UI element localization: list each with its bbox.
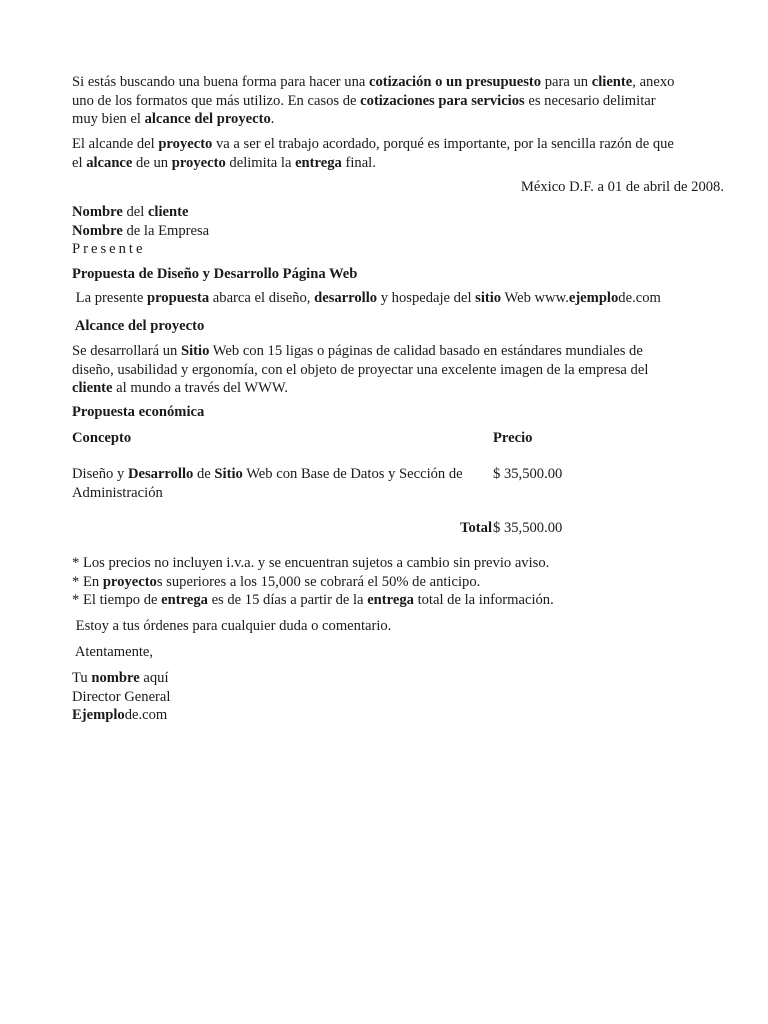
bold-text: Nombre <box>72 222 123 239</box>
bold-text: ejemplo <box>568 290 619 306</box>
bold-text: entrega <box>295 154 342 171</box>
text-line <box>72 573 554 592</box>
table-row-concept <box>72 465 463 502</box>
text-line <box>72 135 674 154</box>
bold-text: nombre <box>91 670 140 686</box>
text-run: * En <box>72 573 103 590</box>
scope-intro-paragraph <box>72 135 674 172</box>
text-run: y hospedaje del <box>377 290 476 306</box>
text-run: Si estás buscando una buena forma para hacer una <box>72 74 370 90</box>
bold-text: Ejemplo <box>72 707 125 723</box>
text-run: de.com <box>124 707 168 723</box>
text-run: delimita la <box>225 154 296 171</box>
text-run: s superiores a los 15,000 se cobrará el 50% de anticipo. <box>156 573 481 590</box>
text-line <box>72 379 648 398</box>
text-run: Director General <box>72 688 171 705</box>
bold-text: propuesta <box>146 290 210 306</box>
text-run: Diseño y <box>72 466 128 482</box>
text-run: de la Empresa <box>122 222 210 239</box>
text-line <box>72 669 170 688</box>
text-run: aquí <box>139 670 169 686</box>
intro-paragraph <box>72 73 674 129</box>
text-line <box>72 342 648 361</box>
text-line <box>72 484 463 503</box>
text-line <box>72 706 170 725</box>
text-line <box>72 154 674 173</box>
text-line <box>72 92 674 111</box>
text-run: uno de los formatos que más utilizo. En casos de <box>72 92 361 109</box>
text-run: total de la información. <box>413 592 554 608</box>
bold-text: Sitio <box>214 466 243 482</box>
text-run: Tu <box>72 670 92 686</box>
scope-title: Alcance del proyecto <box>72 318 205 334</box>
text-line <box>72 688 170 707</box>
text-run: , anexo <box>632 74 675 90</box>
bold-text: Desarrollo <box>127 466 194 482</box>
text-run: * Los precios no incluyen i.v.a. y se encuentran sujetos a cambio sin previo aviso. <box>72 555 550 571</box>
proposal-title: Propuesta de Diseño y Desarrollo Página Web <box>72 266 358 282</box>
text-run: muy bien el <box>72 111 145 127</box>
text-line <box>72 289 661 308</box>
table-header-price: Precio <box>493 430 533 446</box>
signature-block <box>72 669 170 725</box>
text-run: La presente <box>72 290 147 306</box>
text-run: del <box>122 204 148 220</box>
total-label: Total <box>460 520 492 536</box>
bold-text: cliente <box>72 380 113 396</box>
bold-text: cliente <box>147 204 189 220</box>
notes-list <box>72 554 554 610</box>
bold-text: entrega <box>161 592 208 608</box>
text-line <box>72 591 554 610</box>
text-run: final. <box>341 154 376 171</box>
text-run: es de 15 días a partir de la <box>207 592 368 608</box>
bold-text: cliente <box>591 74 633 90</box>
text-run: es necesario delimitar <box>524 92 656 109</box>
text-line <box>72 361 648 380</box>
text-line <box>72 465 463 484</box>
text-line <box>72 73 674 92</box>
proposal-text <box>72 289 661 308</box>
bold-text: cotización o un presupuesto <box>369 74 542 90</box>
text-run: Web www. <box>501 290 569 306</box>
text-run: el <box>72 154 87 171</box>
bold-text: alcance <box>86 154 133 171</box>
scope-text <box>72 342 648 398</box>
economic-title: Propuesta económica <box>72 404 205 420</box>
text-run: de un <box>132 154 172 171</box>
bold-text: entrega <box>367 592 414 608</box>
recipient-block <box>72 203 209 240</box>
text-run: diseño, usabilidad y ergonomía, con el objeto de proyectar una excelente imagen de la empresa del <box>72 361 649 378</box>
date-line: México D.F. a 01 de abril de 2008. <box>520 179 724 195</box>
text-run: abarca el diseño, <box>209 290 315 306</box>
bold-text: Sitio <box>181 343 210 359</box>
text-run: Administración <box>72 484 163 501</box>
text-run: * El tiempo de <box>72 592 162 608</box>
bold-text: sitio <box>475 290 502 306</box>
text-run: de <box>193 466 215 482</box>
bold-text: proyecto <box>171 154 226 171</box>
text-run: Web con 15 ligas o páginas de calidad basado en estándares mundiales de <box>209 343 643 359</box>
text-run: . <box>270 111 275 127</box>
bold-text: proyecto <box>102 573 157 590</box>
text-run: Web con Base de Datos y Sección de <box>242 466 463 482</box>
regards-line: Atentamente, <box>72 644 154 660</box>
closing-line: Estoy a tus órdenes para cualquier duda o comentario. <box>72 618 392 634</box>
text-line <box>72 554 554 573</box>
table-header-concept: Concepto <box>72 430 132 446</box>
text-run: al mundo a través del WWW. <box>112 380 289 396</box>
bold-text: alcance del proyecto <box>144 111 271 127</box>
text-run: para un <box>541 74 592 90</box>
bold-text: cotizaciones para servicios <box>360 92 525 109</box>
text-run: de.com <box>618 290 661 306</box>
text-run: va a ser el trabajo acordado, porqué es importante, por la sencilla razón de que <box>212 136 674 152</box>
text-line <box>72 110 674 129</box>
text-run: Se desarrollará un <box>72 343 182 359</box>
table-row-price: $ 35,500.00 <box>493 466 563 482</box>
bold-text: proyecto <box>158 136 213 152</box>
total-value: $ 35,500.00 <box>493 520 563 536</box>
text-line <box>72 222 209 241</box>
text-run: El alcande del <box>72 136 159 152</box>
bold-text: desarrollo <box>314 290 378 306</box>
presente-line: Presente <box>72 241 146 257</box>
text-line <box>72 203 209 222</box>
bold-text: Nombre <box>72 204 123 220</box>
